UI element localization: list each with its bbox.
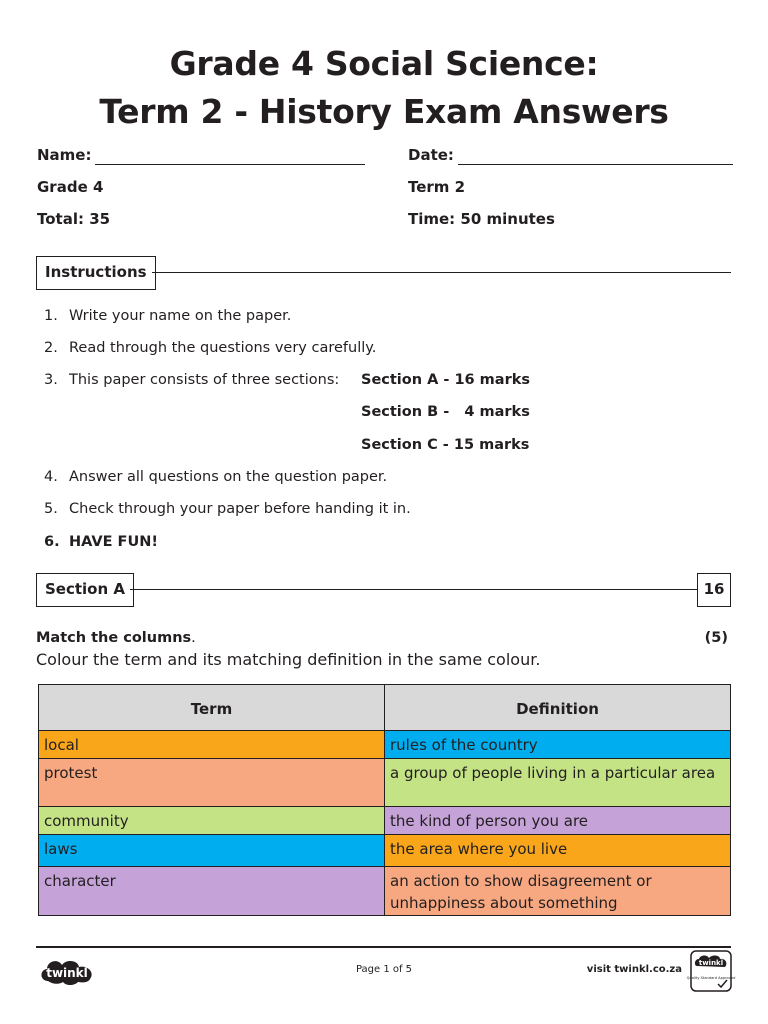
section-a-marks-text: Section A - 16 marks bbox=[361, 372, 530, 388]
date-label: Date: bbox=[408, 146, 454, 164]
time-text: Time: 50 minutes bbox=[408, 210, 555, 228]
section-a-header bbox=[36, 573, 731, 607]
term-column-header: Term bbox=[39, 685, 385, 731]
definition-column-header: Definition bbox=[385, 685, 731, 731]
question-title: Match the columns. bbox=[36, 630, 196, 646]
badge-top-text: twinkl bbox=[698, 959, 724, 967]
section-a-heading: Section A bbox=[36, 573, 134, 607]
visit-link[interactable]: visit twinkl.co.za bbox=[586, 964, 682, 975]
page-number: Page 1 of 5 bbox=[355, 964, 413, 975]
date-input-line[interactable] bbox=[458, 149, 733, 165]
total-text: Total: 35 bbox=[37, 210, 111, 228]
instruction-item: 4. Answer all questions on the question paper. bbox=[44, 469, 388, 485]
name-label: Name: bbox=[37, 146, 92, 164]
term-text: Term 2 bbox=[408, 178, 466, 196]
instructions-header bbox=[36, 256, 731, 290]
footer-rule bbox=[36, 946, 731, 948]
instructions-rule bbox=[152, 272, 731, 273]
page-title bbox=[0, 40, 768, 136]
term-cell: community bbox=[39, 807, 385, 835]
term-cell: protest bbox=[39, 759, 385, 807]
table-row bbox=[39, 807, 731, 835]
definition-cell: the kind of person you are bbox=[385, 807, 731, 835]
badge-text: Quality Standard Approved bbox=[686, 976, 736, 980]
title-line-1: Grade 4 Social Science: bbox=[169, 44, 599, 83]
instruction-item: 2. Read through the questions very carefully. bbox=[44, 340, 377, 356]
question-marks: (5) bbox=[704, 630, 728, 646]
instruction-item: 1. Write your name on the paper. bbox=[44, 308, 292, 324]
definition-cell: rules of the country bbox=[385, 731, 731, 759]
section-a-marks-box: 16 bbox=[697, 573, 731, 607]
term-cell: local bbox=[39, 731, 385, 759]
definition-cell: the area where you live bbox=[385, 835, 731, 867]
name-input-line[interactable] bbox=[95, 149, 365, 165]
name-field bbox=[37, 145, 365, 165]
term-cell: character bbox=[39, 867, 385, 916]
definition-cell: a group of people living in a particular area bbox=[385, 759, 731, 807]
instructions-heading: Instructions bbox=[36, 256, 156, 290]
table-row bbox=[39, 731, 731, 759]
section-b-marks-text: Section B - 4 marks bbox=[361, 404, 530, 420]
table-row bbox=[39, 759, 731, 807]
date-field bbox=[408, 145, 733, 165]
match-table bbox=[38, 684, 731, 916]
table-row bbox=[39, 835, 731, 867]
table-row bbox=[39, 867, 731, 916]
instruction-item: 3. This paper consists of three sections: bbox=[44, 372, 340, 388]
quality-badge bbox=[686, 950, 736, 992]
table-header-row bbox=[39, 685, 731, 731]
instruction-item: 6. HAVE FUN! bbox=[44, 534, 158, 550]
grade-text: Grade 4 bbox=[37, 178, 104, 196]
definition-cell: an action to show disagreement or unhappiness about something bbox=[385, 867, 731, 916]
title-line-2: Term 2 - History Exam Answers bbox=[99, 92, 669, 131]
term-cell: laws bbox=[39, 835, 385, 867]
logo-text: twinkl bbox=[46, 966, 88, 980]
section-a-rule bbox=[130, 589, 697, 590]
question-subtitle: Colour the term and its matching definition in the same colour. bbox=[36, 650, 541, 669]
section-c-marks-text: Section C - 15 marks bbox=[361, 437, 530, 453]
instruction-item: 5. Check through your paper before handing it in. bbox=[44, 501, 411, 517]
